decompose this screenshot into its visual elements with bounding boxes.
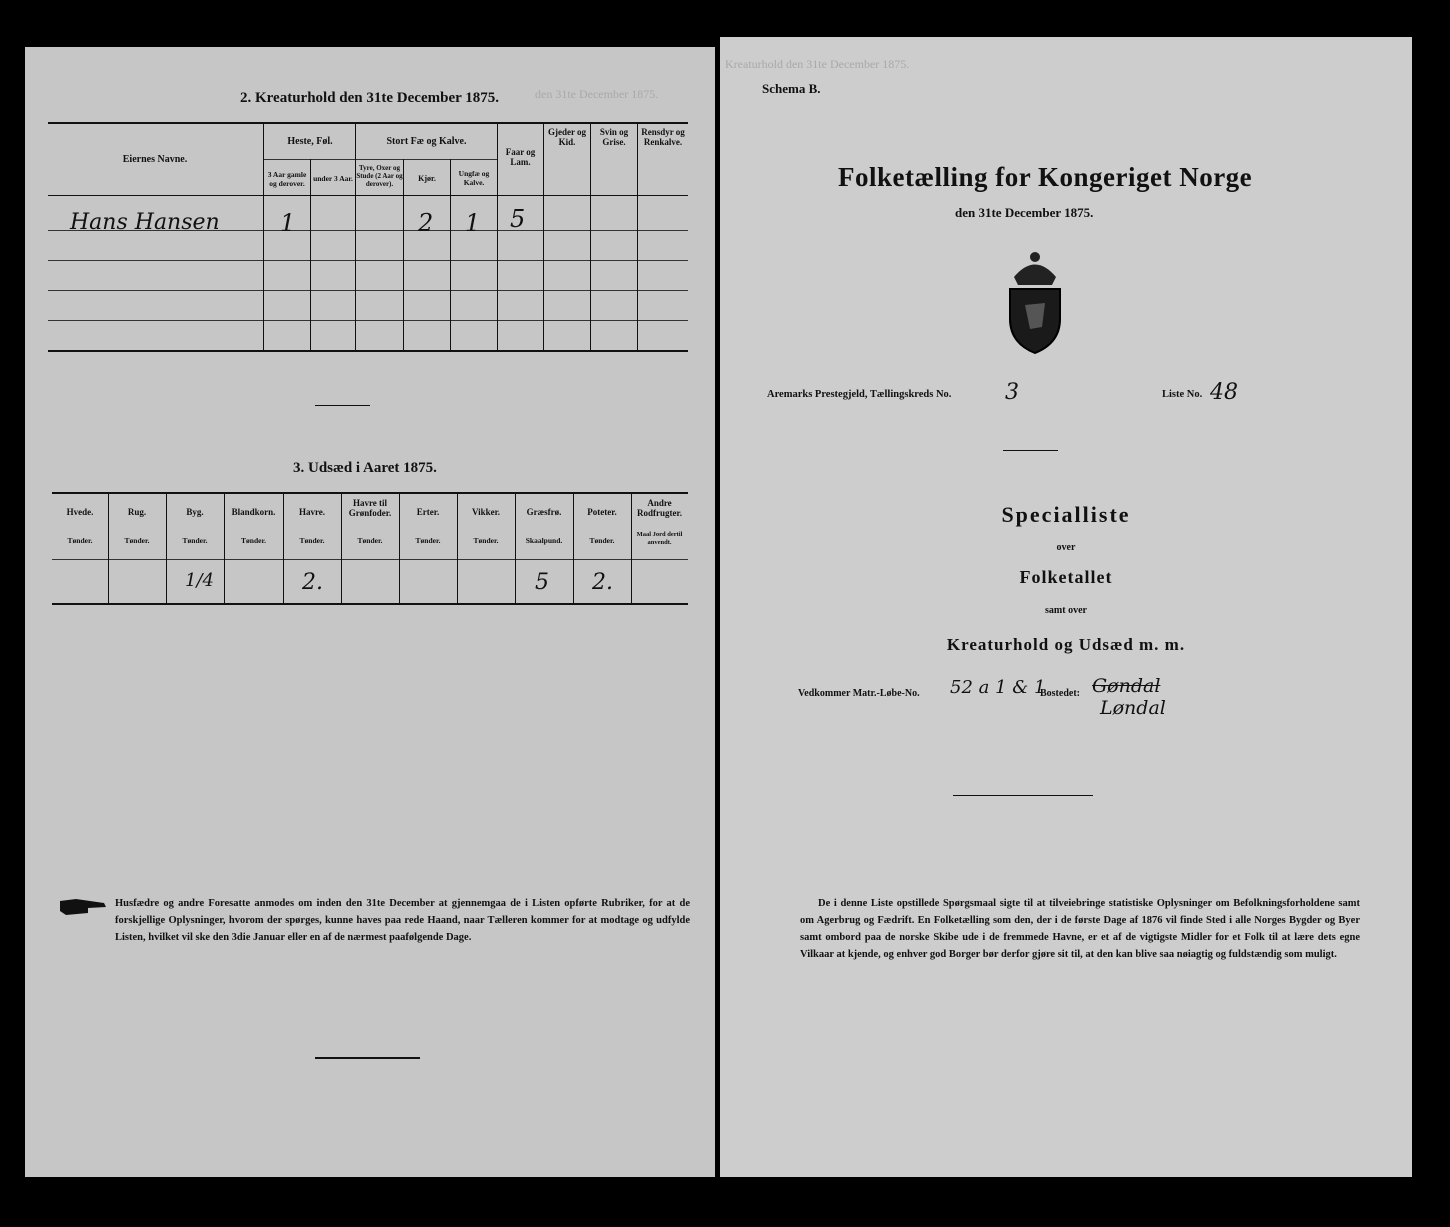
residence-name: Løndal <box>1100 697 1166 719</box>
header-sheep: Faar og Lam. <box>505 147 536 167</box>
header-horses-old: 3 Aar gamle og derover. <box>267 170 307 188</box>
census-title: Folketælling for Kongeriget Norge <box>838 162 1253 192</box>
crop-unit-8: Skaalpund. <box>525 536 563 545</box>
value-sheep: 5 <box>510 205 526 233</box>
crop-title: 3. Udsæd i Aaret 1875. <box>293 460 437 476</box>
population-title: Folketallet <box>1019 567 1113 587</box>
value-byg: 1/4 <box>185 570 214 591</box>
over-text: over <box>1056 542 1076 553</box>
value-poteter: 2. <box>592 570 613 595</box>
crop-unit-7: Tønder. <box>473 536 499 545</box>
divider-bottom <box>953 795 1093 796</box>
list-label: Liste No. <box>1162 389 1203 400</box>
census-date: den 31te December 1875. <box>955 205 1094 220</box>
header-pigs: Svin og Grise. <box>599 127 629 147</box>
crop-header-2: Byg. <box>186 507 204 517</box>
coat-of-arms-icon <box>1000 247 1070 357</box>
matr-number: 52 a 1 & 1 <box>950 677 1046 698</box>
bottom-separator <box>315 1057 420 1059</box>
footer-text: De i denne Liste opstillede Spørgsmaal sigte til at tilveiebringe statistiske Oplysninger om Befolkningsforholdene samt om Agerbrug og Fædrift. En Folketælling som den, der i de første Dage af 1876 vil finde Sted i alle Norges Bygder og Byer samt ombord paa de norske Skibe ude i de fremmede Havne, er et af de vigtigste Midler for et Folk til at lære dets egne Vilkaar at kjende, og enhver god Borger bør derfor gjøre sit til, at den kan blive saa nøiagtig og fuldstændig som muligt. <box>800 898 1360 960</box>
header-goats: Gjeder og Kid. <box>547 127 587 147</box>
also-over-text: samt over <box>1045 605 1087 616</box>
notice-text: Husfædre og andre Foresatte anmodes om inden den 31te December at gjennemgaa de i Listen opførte Rubriker, for at de forskjellige Oplysninger, hvorom der spørges, kunne haves paa rede Haand, naar Tælleren kommer for at modtage og udfylde Listen, hvilket vil ske den 3die Januar eller en af de nærmest paafølgende Dage. <box>115 898 690 943</box>
matr-label: Vedkommer Matr.-Løbe-No. <box>798 688 920 699</box>
crop-unit-5: Tønder. <box>357 536 383 545</box>
crop-header-7: Vikker. <box>471 507 501 517</box>
value-young-cattle: 1 <box>465 209 481 237</box>
crop-unit-10: Maal Jord dertil anvendt. <box>636 531 683 546</box>
crop-unit-9: Tønder. <box>589 536 615 545</box>
value-graesfro: 5 <box>535 570 549 595</box>
value-cows: 2 <box>418 209 434 237</box>
header-horses: Heste, Føl. <box>287 136 333 147</box>
special-list-title: Specialliste <box>1001 502 1131 527</box>
crop-unit-4: Tønder. <box>299 536 325 545</box>
crop-header-9: Poteter. <box>587 507 617 517</box>
crop-header-6: Erter. <box>416 507 440 517</box>
livestock-title: 2. Kreaturhold den 31te December 1875. <box>240 90 499 106</box>
crop-header-5: Havre til Grønfoder. <box>348 498 392 518</box>
district-number: 3 <box>1005 380 1019 405</box>
crop-unit-3: Tønder. <box>241 536 266 545</box>
header-horses-young: under 3 Aar. <box>313 174 353 183</box>
bleed-through-header: Kreaturhold den 31te December 1875. <box>725 57 910 71</box>
header-owner: Eiernes Navne. <box>122 154 188 165</box>
value-havre: 2. <box>302 570 323 595</box>
bleed-through-text: den 31te December 1875. <box>535 87 659 101</box>
crop-header-4: Havre. <box>298 507 326 517</box>
divider-top <box>1003 450 1058 451</box>
schema-label: Schema B. <box>762 81 821 96</box>
crop-header-10: Andre Rodfrugter. <box>637 498 682 518</box>
left-page <box>25 47 715 1177</box>
header-young-cattle: Ungfæ og Kalve. <box>458 169 490 187</box>
crop-header-1: Rug. <box>127 507 147 517</box>
header-cows: Kjør. <box>418 174 436 183</box>
owner-name: Hans Hansen <box>70 210 220 235</box>
crop-unit-1: Tønder. <box>124 536 150 545</box>
right-page <box>720 37 1412 1177</box>
crop-header-3: Blandkorn. <box>231 507 276 517</box>
separator <box>315 405 370 406</box>
crop-header-0: Hvede. <box>66 507 94 517</box>
residence-struck: Gøndal <box>1092 675 1161 697</box>
header-bulls: Tyre, Oxer og Stude (2 Aar og derover). <box>356 164 403 188</box>
residence-label: Bostedet: <box>1040 688 1080 699</box>
pointing-hand-icon <box>58 897 108 917</box>
list-number: 48 <box>1210 380 1238 405</box>
parish-label: Aremarks Prestegjeld, Tællingskreds No. <box>767 389 952 400</box>
header-reindeer: Rensdyr og Renkalve. <box>641 127 685 147</box>
crop-unit-2: Tønder. <box>182 536 208 545</box>
header-cattle: Stort Fæ og Kalve. <box>386 136 467 147</box>
crop-header-8: Græsfrø. <box>526 507 562 517</box>
crop-unit-0: Tønder. <box>67 536 93 545</box>
livestock-crops-title: Kreaturhold og Udsæd m. m. <box>946 635 1186 654</box>
value-horses-old: 1 <box>280 209 296 237</box>
crop-unit-6: Tønder. <box>415 536 441 545</box>
